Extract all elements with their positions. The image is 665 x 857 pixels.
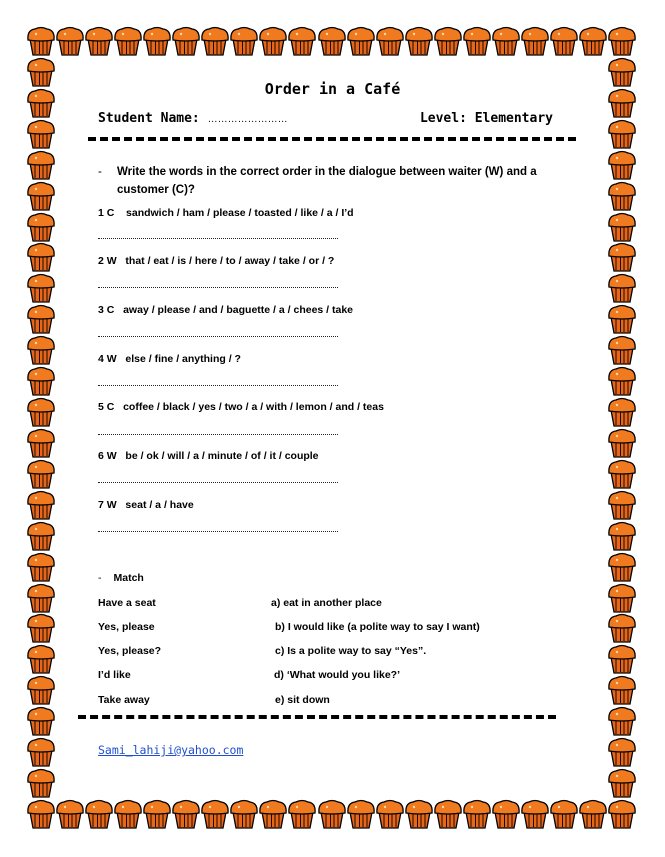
match-heading	[98, 572, 144, 584]
level-label: Level: Elementary	[419, 111, 553, 126]
page-title: Order in a Café	[264, 80, 401, 98]
answer-line-3	[98, 336, 338, 337]
match-bullet: -	[98, 572, 102, 584]
answer-line-5	[98, 434, 338, 435]
answer-line-4	[98, 385, 338, 386]
question-3: 3 C away / please / and / baguette / a / chees / take	[98, 304, 354, 316]
student-name-blank: ……………………	[207, 114, 288, 125]
match-left-4: I’d like	[98, 669, 131, 681]
question-2: 2 W that / eat / is / here / to / away / take / or / ?	[98, 255, 335, 267]
student-name-label: Student Name:	[98, 111, 200, 126]
student-name-field	[98, 111, 288, 126]
instruction-text: Write the words in the correct order in the dialogue between waiter (W) and a customer (C)?	[117, 166, 537, 196]
match-right-d: d) ‘What would you like?’	[274, 669, 400, 681]
answer-line-6	[98, 482, 338, 483]
match-right-c: c) Is a polite way to say “Yes”.	[275, 645, 427, 657]
match-right-b: b) I would like (a polite way to say I want)	[275, 621, 480, 633]
email-link[interactable]: Sami_lahiji@yahoo.com	[98, 743, 244, 757]
instruction-bullet: -	[98, 166, 102, 178]
match-left-5: Take away	[98, 694, 150, 706]
answer-line-7	[98, 531, 338, 532]
top-divider	[88, 137, 576, 141]
instruction	[98, 163, 558, 199]
match-heading-text: Match	[113, 572, 144, 584]
answer-line-1	[98, 238, 338, 239]
bottom-divider	[78, 715, 556, 719]
question-6: 6 W be / ok / will / a / minute / of / it / couple	[98, 450, 319, 462]
question-4: 4 W else / fine / anything / ?	[98, 353, 241, 365]
question-5: 5 C coffee / black / yes / two / a / with / lemon / and / teas	[98, 401, 384, 413]
match-left-1: Have a seat	[98, 597, 156, 609]
match-left-2: Yes, please	[98, 621, 155, 633]
answer-line-2	[98, 287, 338, 288]
match-right-e: e) sit down	[275, 694, 330, 706]
question-7: 7 W seat / a / have	[98, 499, 194, 511]
match-left-3: Yes, please?	[98, 645, 162, 657]
question-1: 1 C sandwich / ham / please / toasted / like / a / I’d	[98, 207, 354, 219]
match-right-a: a) eat in another place	[271, 597, 382, 609]
